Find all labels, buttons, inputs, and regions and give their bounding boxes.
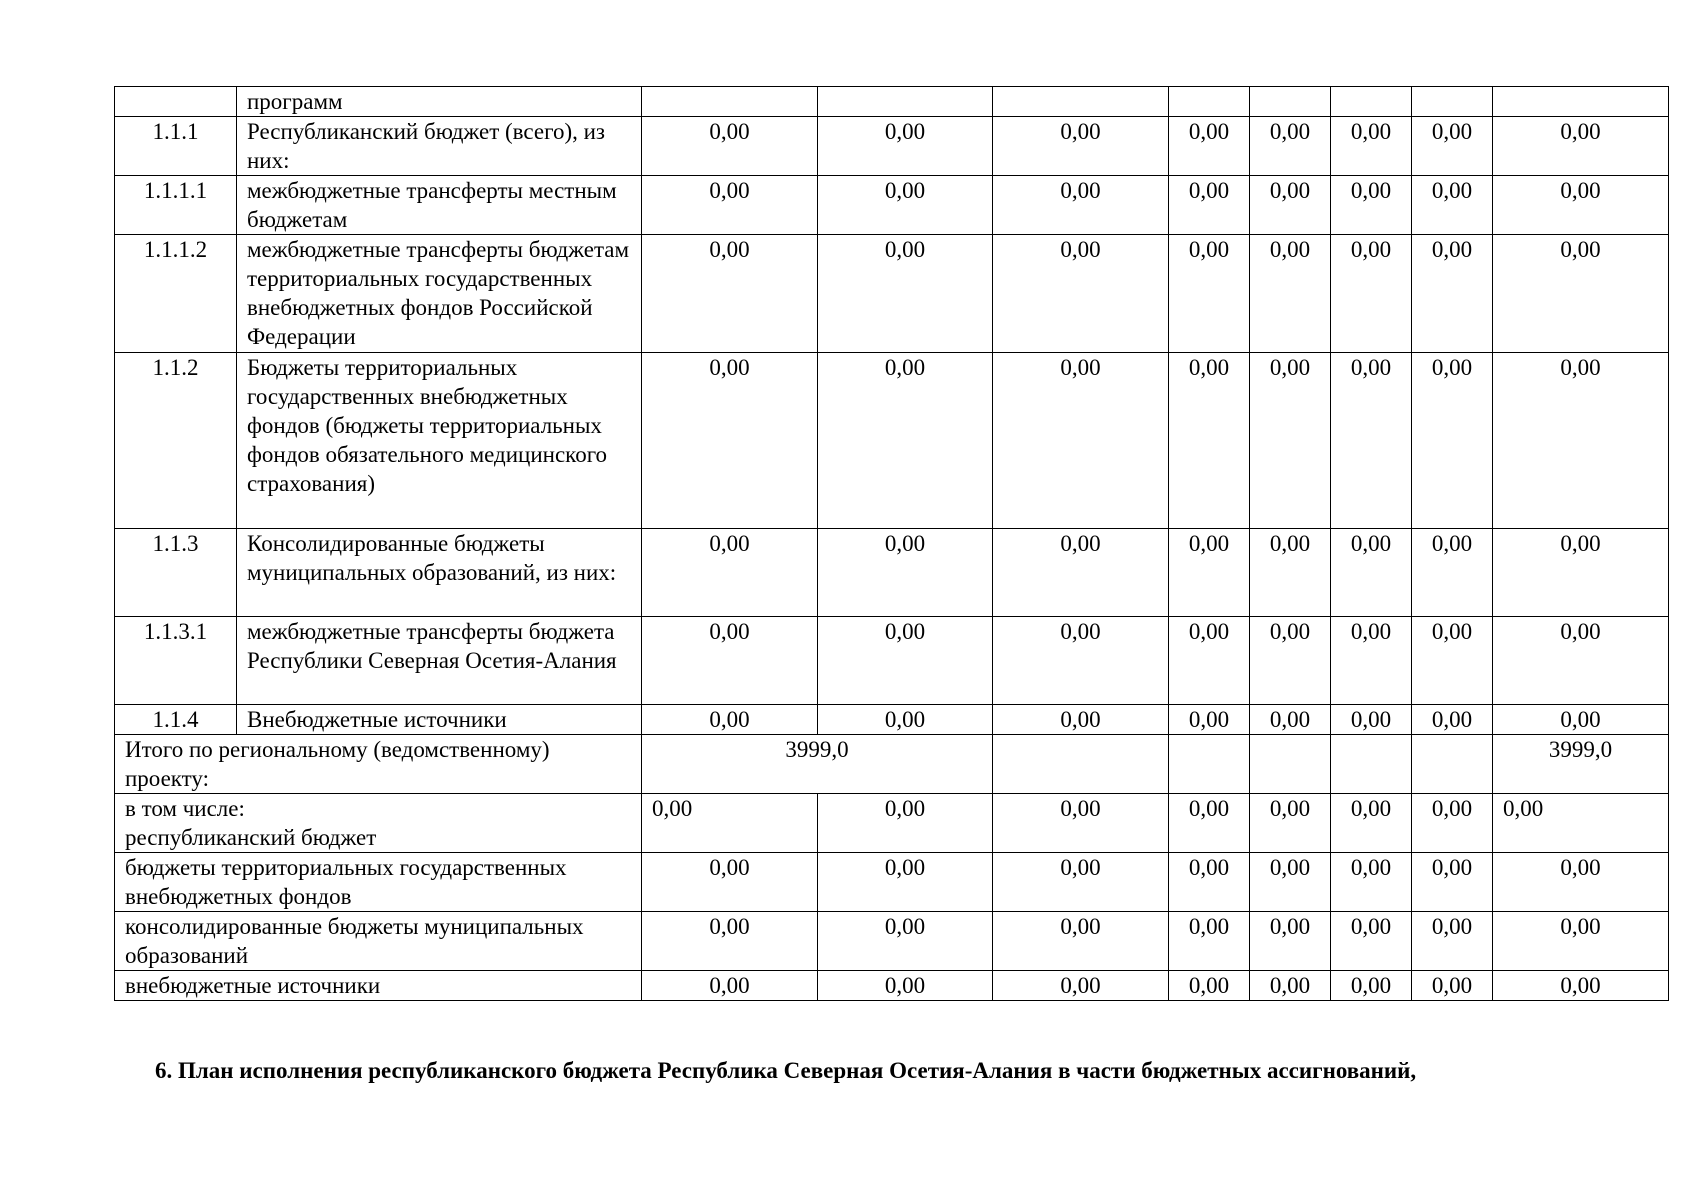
total-value-first: 3999,0	[642, 735, 993, 794]
value-cell: 0,00	[1169, 794, 1250, 853]
value-cell: 0,00	[1250, 529, 1331, 617]
row-name: межбюджетные трансферты бюджета Республики Северная Осетия-Алания	[237, 617, 642, 705]
table-row	[115, 794, 1669, 853]
value-cell: 0,00	[818, 529, 993, 617]
value-cell: 0,00	[818, 117, 993, 176]
value-cell: 0,00	[1412, 353, 1493, 529]
row-name: Бюджеты территориальных государственных внебюджетных фондов (бюджеты территориальных фондов обязательного медицинского страхования)	[237, 353, 642, 529]
row-name: программ	[237, 87, 642, 117]
value-cell: 0,00	[642, 176, 818, 235]
value-cell: 0,00	[818, 853, 993, 912]
value-cell: 0,00	[1169, 176, 1250, 235]
table-row	[115, 705, 1669, 735]
value-cell: 0,00	[1412, 912, 1493, 971]
table-row	[115, 353, 1669, 529]
value-cell: 0,00	[642, 353, 818, 529]
row-code: 1.1.1.2	[115, 235, 237, 353]
value-cell: 0,00	[1412, 117, 1493, 176]
value-cell: 0,00	[993, 529, 1169, 617]
value-cell: 0,00	[1493, 794, 1669, 853]
value-cell	[642, 87, 818, 117]
value-cell: 0,00	[818, 617, 993, 705]
value-cell: 0,00	[993, 705, 1169, 735]
value-cell: 0,00	[1169, 235, 1250, 353]
value-cell: 0,00	[1250, 705, 1331, 735]
value-cell	[1412, 735, 1493, 794]
row-label: внебюджетные источники	[115, 971, 642, 1001]
value-cell: 0,00	[993, 176, 1169, 235]
table-row	[115, 235, 1669, 353]
value-cell: 0,00	[642, 617, 818, 705]
value-cell: 0,00	[1412, 705, 1493, 735]
value-cell: 0,00	[1169, 353, 1250, 529]
value-cell: 0,00	[1250, 117, 1331, 176]
value-cell: 0,00	[1331, 529, 1412, 617]
value-cell: 0,00	[1250, 971, 1331, 1001]
value-cell: 0,00	[1331, 617, 1412, 705]
value-cell: 0,00	[993, 971, 1169, 1001]
value-cell: 0,00	[1331, 971, 1412, 1001]
row-label: бюджеты территориальных государственных внебюджетных фондов	[115, 853, 642, 912]
value-cell: 0,00	[1250, 794, 1331, 853]
value-cell: 0,00	[1412, 176, 1493, 235]
value-cell	[1412, 87, 1493, 117]
value-cell	[818, 87, 993, 117]
value-cell: 0,00	[818, 235, 993, 353]
value-cell: 0,00	[642, 853, 818, 912]
table-row	[115, 853, 1669, 912]
value-cell: 0,00	[1493, 176, 1669, 235]
table-row	[115, 176, 1669, 235]
value-cell: 0,00	[1331, 794, 1412, 853]
value-cell: 0,00	[1412, 971, 1493, 1001]
value-cell: 0,00	[1412, 529, 1493, 617]
value-cell: 0,00	[993, 853, 1169, 912]
value-cell: 0,00	[1493, 117, 1669, 176]
value-cell: 0,00	[1331, 235, 1412, 353]
value-cell: 0,00	[1412, 235, 1493, 353]
value-cell: 0,00	[1250, 617, 1331, 705]
value-cell: 0,00	[1412, 617, 1493, 705]
value-cell: 0,00	[993, 912, 1169, 971]
value-cell: 0,00	[993, 617, 1169, 705]
budget-table	[114, 86, 1669, 1001]
value-cell: 0,00	[1331, 853, 1412, 912]
value-cell: 0,00	[818, 912, 993, 971]
value-cell: 0,00	[1493, 235, 1669, 353]
value-cell: 0,00	[993, 117, 1169, 176]
value-cell	[1250, 87, 1331, 117]
value-cell: 0,00	[1169, 853, 1250, 912]
table-row	[115, 735, 1669, 794]
row-code: 1.1.1	[115, 117, 237, 176]
value-cell: 0,00	[1493, 353, 1669, 529]
value-cell: 0,00	[1331, 912, 1412, 971]
value-cell: 0,00	[1169, 617, 1250, 705]
value-cell: 0,00	[642, 235, 818, 353]
value-cell: 0,00	[1493, 705, 1669, 735]
table-row	[115, 87, 1669, 117]
table-row	[115, 617, 1669, 705]
value-cell	[1169, 87, 1250, 117]
value-cell: 0,00	[642, 705, 818, 735]
value-cell: 0,00	[1250, 353, 1331, 529]
section-heading: 6. План исполнения республиканского бюджета Республика Северная Осетия-Алания в части бюджетных ассигнований,	[155, 1058, 1417, 1083]
value-cell	[1250, 735, 1331, 794]
value-cell: 0,00	[1331, 176, 1412, 235]
value-cell: 0,00	[993, 353, 1169, 529]
value-cell	[1493, 87, 1669, 117]
value-cell: 0,00	[1169, 117, 1250, 176]
value-cell: 0,00	[642, 117, 818, 176]
incl-label-line2: республиканский бюджет	[125, 825, 377, 850]
row-code: 1.1.3.1	[115, 617, 237, 705]
value-cell: 0,00	[818, 705, 993, 735]
value-cell	[1331, 735, 1412, 794]
value-cell: 0,00	[642, 529, 818, 617]
value-cell: 0,00	[1493, 971, 1669, 1001]
value-cell: 0,00	[1169, 971, 1250, 1001]
row-name: Консолидированные бюджеты муниципальных образований, из них:	[237, 529, 642, 617]
value-cell: 0,00	[1331, 705, 1412, 735]
table-row	[115, 529, 1669, 617]
incl-label	[115, 794, 642, 853]
row-code: 1.1.2	[115, 353, 237, 529]
value-cell: 0,00	[642, 794, 818, 853]
value-cell: 0,00	[642, 971, 818, 1001]
value-cell: 0,00	[1250, 235, 1331, 353]
value-cell	[1331, 87, 1412, 117]
table-row	[115, 117, 1669, 176]
incl-label-line1: в том числе:	[125, 796, 245, 821]
value-cell	[993, 735, 1169, 794]
value-cell	[1169, 735, 1250, 794]
value-cell: 0,00	[1169, 529, 1250, 617]
value-cell: 0,00	[1250, 912, 1331, 971]
value-cell: 0,00	[1169, 912, 1250, 971]
value-cell: 0,00	[1250, 176, 1331, 235]
value-cell: 0,00	[1493, 853, 1669, 912]
value-cell: 0,00	[1169, 705, 1250, 735]
value-cell: 0,00	[818, 794, 993, 853]
value-cell: 0,00	[1331, 353, 1412, 529]
value-cell: 0,00	[993, 794, 1169, 853]
value-cell: 0,00	[1493, 529, 1669, 617]
value-cell: 0,00	[1493, 912, 1669, 971]
row-code: 1.1.1.1	[115, 176, 237, 235]
value-cell: 0,00	[993, 235, 1169, 353]
value-cell: 0,00	[1493, 617, 1669, 705]
table-row	[115, 912, 1669, 971]
value-cell: 0,00	[1412, 853, 1493, 912]
table-row	[115, 971, 1669, 1001]
row-name: Республиканский бюджет (всего), из них:	[237, 117, 642, 176]
total-label: Итого по региональному (ведомственному) проекту:	[115, 735, 642, 794]
value-cell: 0,00	[818, 353, 993, 529]
value-cell: 0,00	[1412, 794, 1493, 853]
value-cell: 0,00	[1250, 853, 1331, 912]
row-name: Внебюджетные источники	[237, 705, 642, 735]
value-cell	[993, 87, 1169, 117]
row-label: консолидированные бюджеты муниципальных образований	[115, 912, 642, 971]
row-name: межбюджетные трансферты бюджетам территориальных государственных внебюджетных фондов Российской Федерации	[237, 235, 642, 353]
row-code: 1.1.3	[115, 529, 237, 617]
total-value-last: 3999,0	[1493, 735, 1669, 794]
row-code	[115, 87, 237, 117]
value-cell: 0,00	[818, 176, 993, 235]
row-name: межбюджетные трансферты местным бюджетам	[237, 176, 642, 235]
row-code: 1.1.4	[115, 705, 237, 735]
value-cell: 0,00	[1331, 117, 1412, 176]
value-cell: 0,00	[818, 971, 993, 1001]
value-cell: 0,00	[642, 912, 818, 971]
